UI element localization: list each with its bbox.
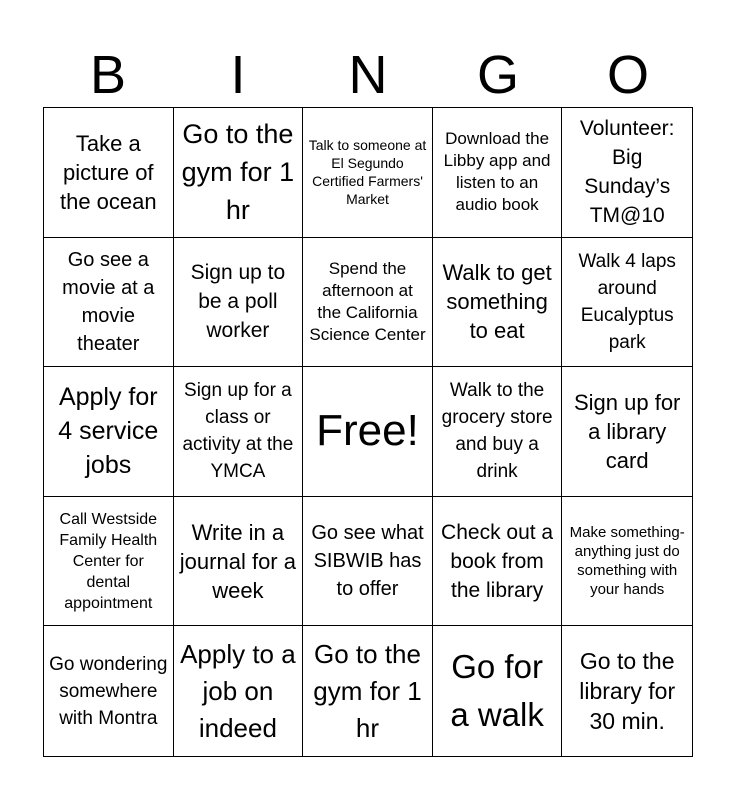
cell-text: Apply for 4 service jobs (58, 383, 159, 480)
bingo-cell[interactable] (303, 626, 433, 756)
bingo-cell[interactable] (44, 108, 174, 238)
cell-text: Go to the library for 30 min. (579, 648, 676, 735)
bingo-cell[interactable] (44, 497, 174, 627)
cell-text: Volunteer: Big Sunday’s TM@10 (579, 117, 675, 228)
cell-text: Talk to someone at El Segundo Certified Farmers' Market (308, 137, 427, 208)
bingo-cell[interactable] (44, 626, 174, 756)
cell-text: Check out a book from the library (441, 520, 554, 602)
bingo-cell[interactable] (562, 497, 692, 627)
header-letter-b: B (89, 45, 127, 105)
cell-text: Call Westside Family Health Center for dental appointment (59, 510, 158, 612)
cell-text: Apply to a job on indeed (180, 638, 296, 743)
header-letter-i: I (230, 45, 246, 105)
bingo-board (43, 107, 693, 757)
bingo-cell[interactable] (44, 238, 174, 368)
cell-text: Go see what SIBWIB has to offer (311, 522, 424, 601)
cell-text: Spend the afternoon at the California Science Center (309, 258, 426, 344)
cell-text: Write in a journal for a week (179, 519, 296, 603)
bingo-cell[interactable] (433, 238, 563, 368)
free-space-cell[interactable] (303, 367, 433, 497)
bingo-cell[interactable] (562, 108, 692, 238)
cell-text: Go see a movie at a movie theater (62, 248, 155, 355)
bingo-cell[interactable] (174, 626, 304, 756)
bingo-cell[interactable] (433, 626, 563, 756)
bingo-cell[interactable] (174, 367, 304, 497)
cell-text: Take a picture of the ocean (59, 130, 157, 214)
cell-text: Go wondering somewhere with Montra (49, 653, 168, 729)
bingo-cell[interactable] (174, 108, 304, 238)
bingo-cell[interactable] (562, 626, 692, 756)
bingo-cell[interactable] (562, 238, 692, 368)
free-space-text: Free! (316, 406, 419, 456)
cell-text: Walk to get something to eat (442, 260, 552, 344)
cell-text: Go to the gym for 1 hr (181, 119, 295, 226)
bingo-cell[interactable] (433, 367, 563, 497)
bingo-cell[interactable] (174, 238, 304, 368)
cell-text: Sign up for a class or activity at the YMCA (182, 380, 294, 483)
cell-text: Download the Libby app and listen to an audio book (443, 129, 551, 215)
cell-text: Go to the gym for 1 hr (313, 638, 422, 743)
bingo-cell[interactable] (303, 238, 433, 368)
cell-text: Walk 4 laps around Eucalyptus park (578, 250, 676, 353)
bingo-cell[interactable] (44, 367, 174, 497)
header-letter-n: N (348, 45, 388, 105)
cell-text: Go for a walk (450, 648, 544, 734)
bingo-cell[interactable] (562, 367, 692, 497)
bingo-cell[interactable] (303, 108, 433, 238)
bingo-header (43, 44, 693, 106)
bingo-cell[interactable] (174, 497, 304, 627)
cell-text: Walk to the grocery store and buy a drink (441, 380, 553, 483)
cell-text: Make something- anything just do something with your hands (569, 524, 685, 599)
cell-text: Sign up to be a poll worker (190, 261, 286, 343)
bingo-cell[interactable] (433, 497, 563, 627)
header-letter-g: G (476, 45, 519, 105)
bingo-cell[interactable] (433, 108, 563, 238)
cell-text: Sign up for a library card (573, 389, 681, 473)
bingo-cell[interactable] (303, 497, 433, 627)
header-letter-o: O (606, 45, 649, 105)
